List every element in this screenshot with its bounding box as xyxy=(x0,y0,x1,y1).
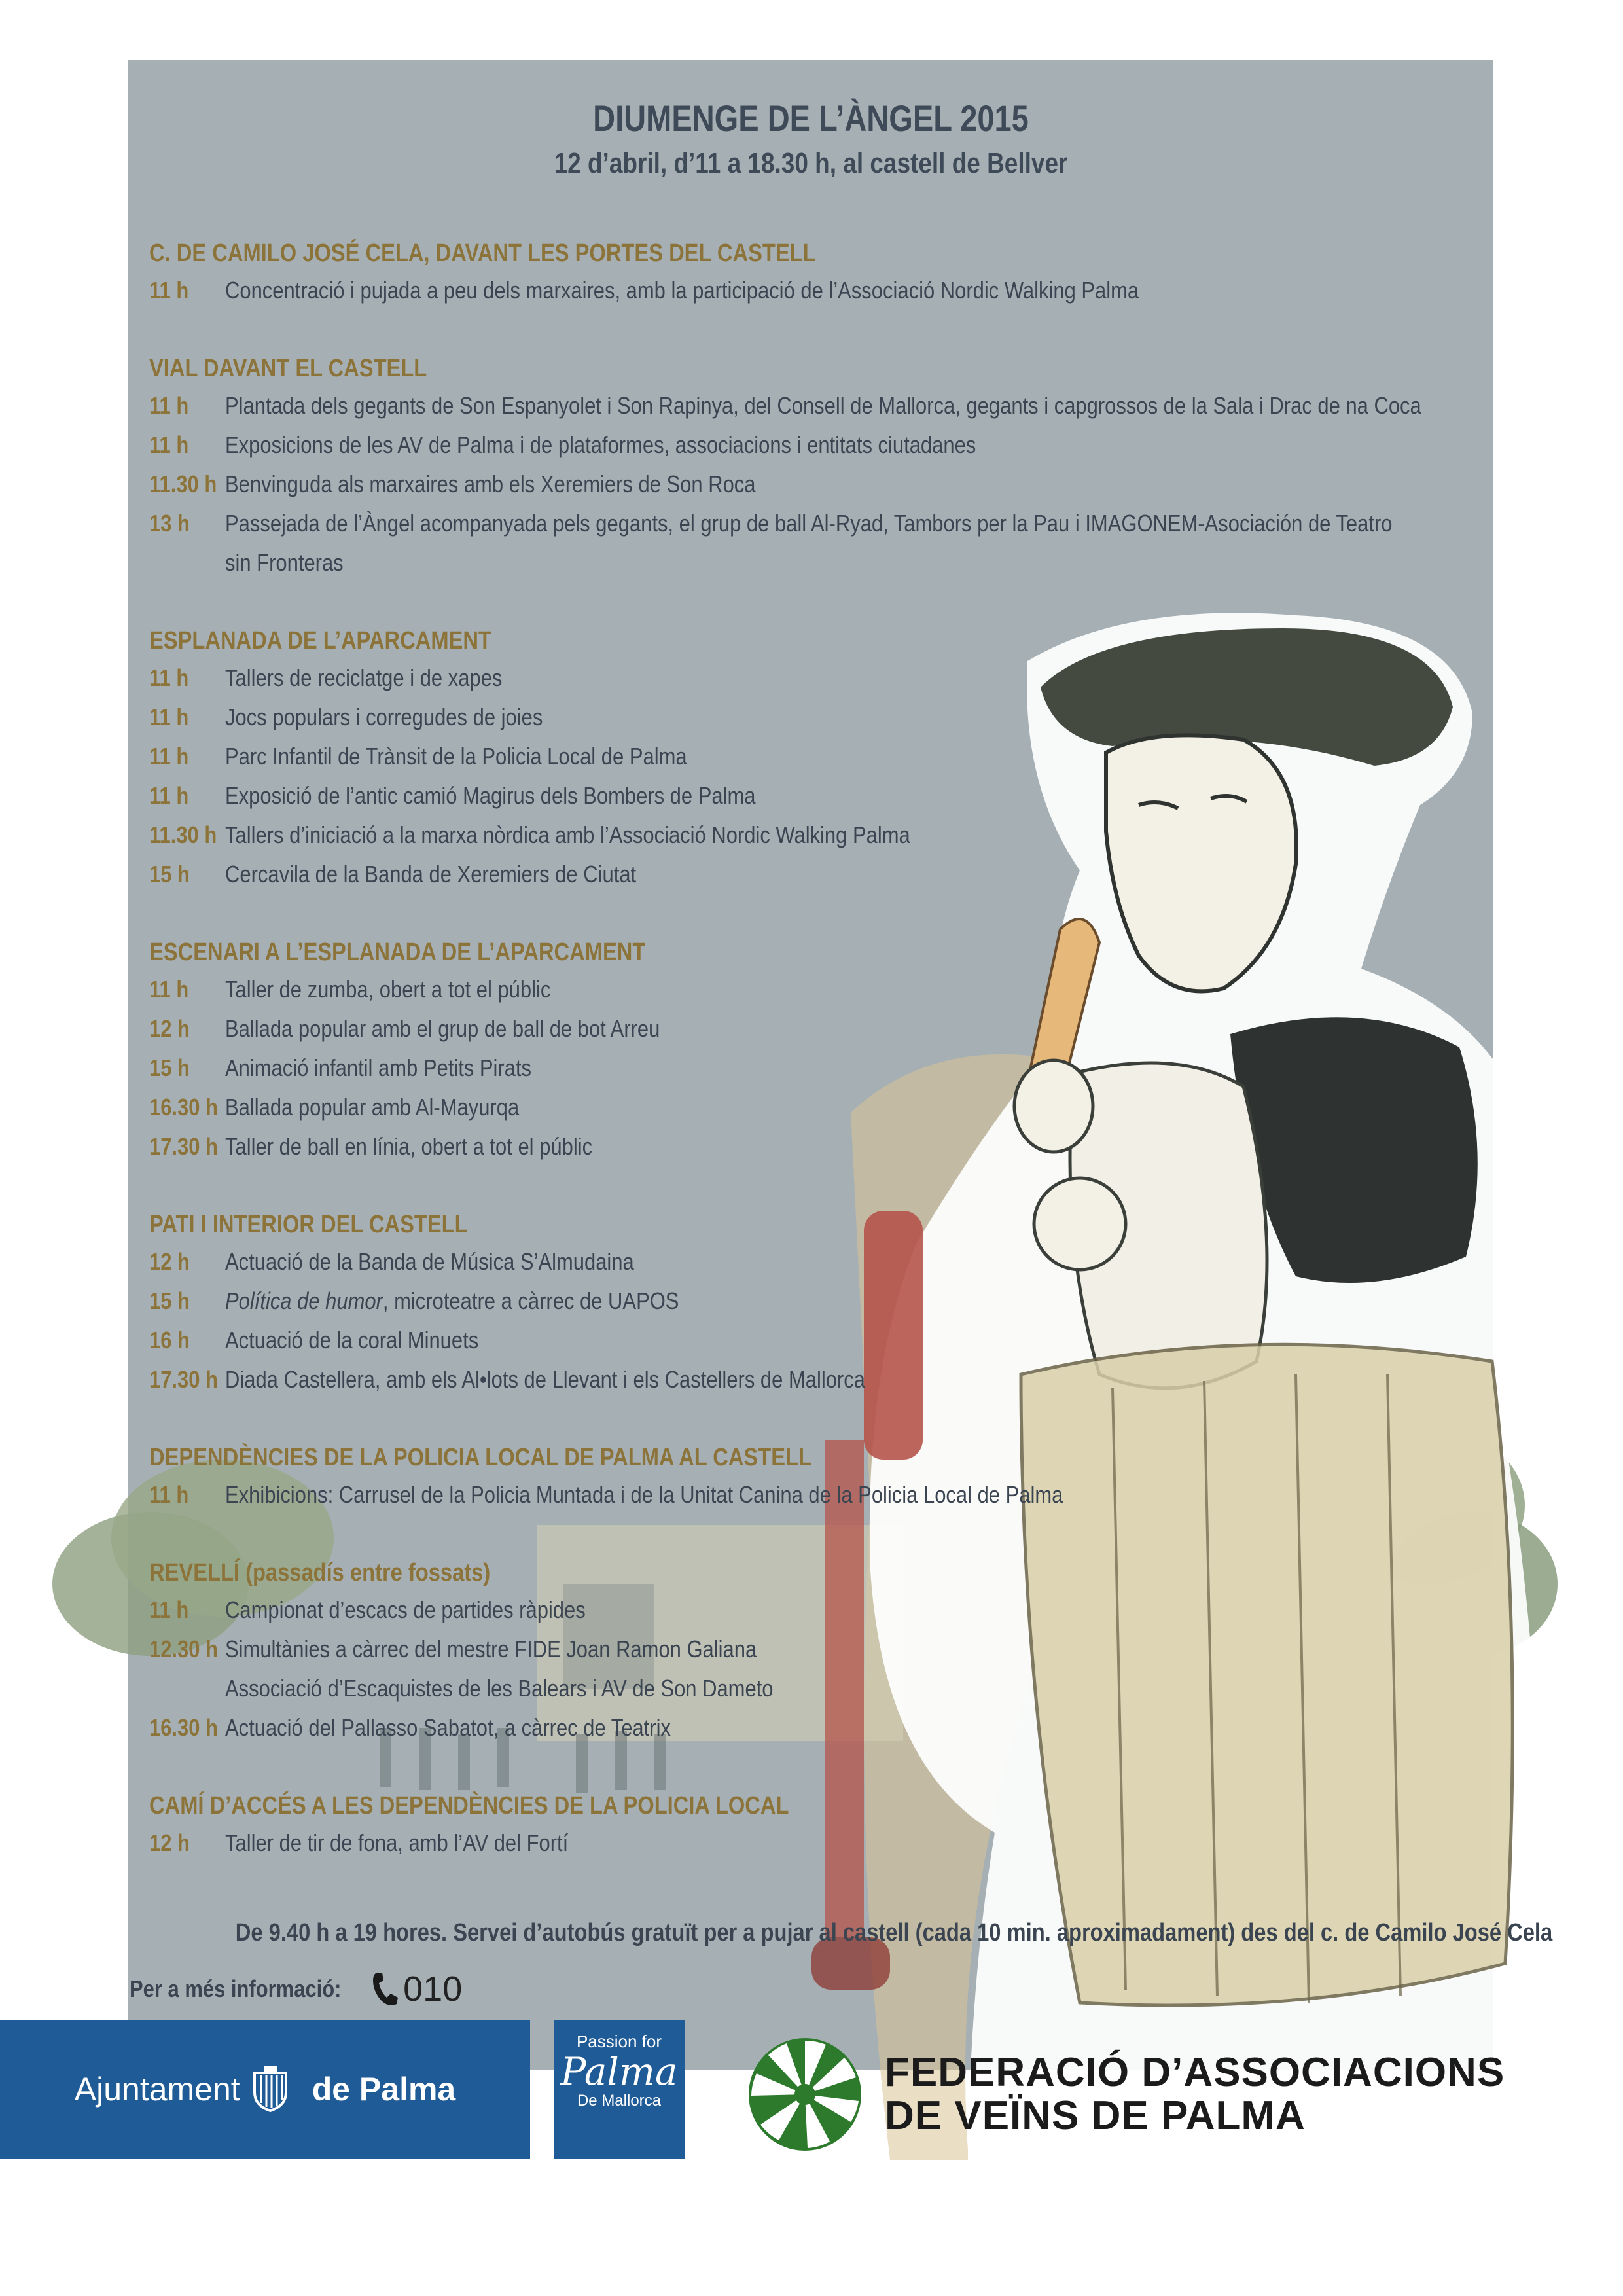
event-row xyxy=(149,1475,1524,1515)
event-row xyxy=(149,1590,1524,1630)
section xyxy=(149,1440,1524,1515)
event-row xyxy=(149,504,1524,543)
event-row xyxy=(149,970,1524,1009)
event-description: Ballada popular amb el grup de ball de bot Arreu xyxy=(225,1015,660,1042)
event-row xyxy=(149,698,1524,737)
event-time: 17.30 h xyxy=(149,1366,219,1393)
phone-icon xyxy=(369,1970,399,2008)
event-time: 11 h xyxy=(149,976,189,1003)
more-info xyxy=(130,1969,462,2009)
section xyxy=(149,623,1524,894)
event-description: Exposicions de les AV de Palma i de plataformes, associacions i entitats ciutadanes xyxy=(225,431,976,458)
event-row-continuation xyxy=(149,543,1524,583)
event-row xyxy=(149,425,1524,465)
event-time: 12.30 h xyxy=(149,1636,219,1662)
event-row xyxy=(149,1242,1524,1282)
event-time: 16 h xyxy=(149,1327,190,1354)
event-row xyxy=(149,1282,1524,1321)
event-time: 11.30 h xyxy=(149,471,217,497)
event-description: Simultànies a càrrec del mestre FIDE Joan Ramon Galiana xyxy=(225,1636,757,1662)
ajuntament-text: Ajuntament xyxy=(74,2071,240,2108)
event-row xyxy=(149,855,1524,894)
passion-line-1: Passion for xyxy=(576,2032,662,2051)
federacio-logo xyxy=(746,2036,1505,2153)
event-time: 11 h xyxy=(149,431,189,458)
event-description: Campionat d’escacs de partides ràpides xyxy=(225,1596,586,1623)
section xyxy=(149,1555,1524,1748)
page-title: DIUMENGE DE L’ÀNGEL 2015 xyxy=(593,98,1029,139)
section xyxy=(149,1788,1524,1863)
section xyxy=(149,935,1524,1166)
event-time: 15 h xyxy=(149,1054,190,1081)
event-row xyxy=(149,1127,1524,1166)
event-time: 15 h xyxy=(149,861,190,888)
event-description: Concentració i pujada a peu dels marxaires, amb la participació de l’Associació Nordic Walking Palma xyxy=(225,277,1139,304)
event-description: Passejada de l’Àngel acompanyada pels gegants, el grup de ball Al-Ryad, Tambors per la Pau i IMAGONEM-Asociación de Teatro xyxy=(225,510,1393,537)
event-row xyxy=(149,1088,1524,1127)
phone-number: 010 xyxy=(403,1969,463,2009)
event-row xyxy=(149,1630,1524,1669)
event-description: Actuació de la coral Minuets xyxy=(225,1327,479,1354)
event-row xyxy=(149,465,1524,504)
ajuntament-city: de Palma xyxy=(312,2071,456,2108)
event-description: Jocs populars i corregudes de joies xyxy=(225,704,543,730)
event-description: Ballada popular amb Al-Mayurqa xyxy=(225,1094,520,1121)
event-description: Parc Infantil de Trànsit de la Policia Local de Palma xyxy=(225,743,687,770)
event-row xyxy=(149,1009,1524,1049)
event-row xyxy=(149,386,1524,425)
program-schedule xyxy=(149,236,1524,1903)
event-row xyxy=(149,776,1524,816)
bus-service-text: De 9.40 h a 19 hores. Servei d’autobús gratuït per a pujar al castell (cada 10 min. aproximadament) des del c. de Camilo José Cela xyxy=(235,1919,1553,1946)
event-description: Benvinguda als marxaires amb els Xeremiers de Son Roca xyxy=(225,471,756,497)
event-time: 16.30 h xyxy=(149,1714,219,1741)
event-row xyxy=(149,1360,1524,1399)
section xyxy=(149,351,1524,583)
event-time: 11 h xyxy=(149,704,189,730)
event-time: 13 h xyxy=(149,510,190,537)
federacio-line-2: DE VEÏNS DE PALMA xyxy=(885,2093,1306,2138)
event-row xyxy=(149,1049,1524,1088)
event-description xyxy=(225,1282,1342,1321)
phone-contact[interactable] xyxy=(369,1969,462,2009)
event-time: 16.30 h xyxy=(149,1094,219,1121)
event-row-continuation xyxy=(149,1669,1524,1708)
palma-shield-icon xyxy=(252,2066,289,2112)
ajuntament-logo xyxy=(0,2020,530,2159)
passion-for-palma-logo xyxy=(554,2020,685,2159)
section-title: ESCENARI A L’ESPLANADA DE L’APARCAMENT xyxy=(149,939,646,966)
event-description: Animació infantil amb Petits Pirats xyxy=(225,1054,532,1081)
event-description: Tallers de reciclatge i de xapes xyxy=(225,664,503,691)
event-description-continuation: sin Fronteras xyxy=(225,549,344,576)
event-time: 15 h xyxy=(149,1287,190,1314)
event-row xyxy=(149,1321,1524,1360)
event-row xyxy=(149,658,1524,698)
bus-service-note xyxy=(128,1919,1553,1947)
event-description: Exhibicions: Carrusel de la Policia Muntada i de la Unitat Canina de la Policia Local de Palma xyxy=(225,1481,1063,1508)
event-time: 11 h xyxy=(149,664,189,691)
section-title: C. DE CAMILO JOSÉ CELA, DAVANT LES PORTES DEL CASTELL xyxy=(149,240,816,267)
event-description-continuation: Associació d’Escaquistes de les Balears i AV de Son Dameto xyxy=(225,1675,774,1702)
event-time: 12 h xyxy=(149,1248,190,1275)
event-time: 11 h xyxy=(149,743,189,770)
event-description-rest: , microteatre a càrrec de UAPOS xyxy=(382,1287,679,1314)
section-title: DEPENDÈNCIES DE LA POLICIA LOCAL DE PALMA AL CASTELL xyxy=(149,1444,812,1471)
event-description: Cercavila de la Banda de Xeremiers de Ciutat xyxy=(225,861,637,888)
section-title: CAMÍ D’ACCÉS A LES DEPENDÈNCIES DE LA POLICIA LOCAL xyxy=(149,1792,789,1820)
event-description: Taller de zumba, obert a tot el públic xyxy=(225,976,551,1003)
federacio-name xyxy=(885,2051,1505,2138)
event-row xyxy=(149,1823,1524,1863)
event-time: 11 h xyxy=(149,782,189,809)
event-row xyxy=(149,737,1524,776)
event-description: Exposició de l’antic camió Magirus dels Bombers de Palma xyxy=(225,782,756,809)
section xyxy=(149,236,1524,310)
event-description: Tallers d’iniciació a la marxa nòrdica amb l’Associació Nordic Walking Palma xyxy=(225,821,910,848)
event-time: 11 h xyxy=(149,277,189,304)
section xyxy=(149,1207,1524,1399)
federacio-emblem-icon xyxy=(746,2036,864,2153)
event-description: Diada Castellera, amb els Al•lots de Llevant i els Castellers de Mallorca xyxy=(225,1366,865,1393)
event-description: Actuació de la Banda de Música S’Almudaina xyxy=(225,1248,634,1275)
event-time: 11.30 h xyxy=(149,821,217,848)
federacio-line-1: FEDERACIÓ D’ASSOCIACIONS xyxy=(885,2050,1505,2095)
event-description-italic: Política de humor xyxy=(225,1287,383,1314)
event-time: 11 h xyxy=(149,1481,189,1508)
event-description: Taller de ball en línia, obert a tot el públic xyxy=(225,1133,593,1160)
more-info-label: Per a més informació: xyxy=(130,1975,342,2002)
event-time: 12 h xyxy=(149,1015,190,1042)
section-title: VIAL DAVANT EL CASTELL xyxy=(149,355,427,382)
event-time: 17.30 h xyxy=(149,1133,219,1160)
section-title: PATI I INTERIOR DEL CASTELL xyxy=(149,1211,468,1238)
event-time: 12 h xyxy=(149,1829,190,1856)
event-row xyxy=(149,816,1524,855)
event-description: Actuació del Pallasso Sabatot, a càrrec de Teatrix xyxy=(225,1714,671,1741)
event-description: Plantada dels gegants de Son Espanyolet i Son Rapinya, del Consell de Mallorca, gegants i capgrossos de la Sala i Drac de na Coca xyxy=(225,392,1421,419)
passion-line-3: De Mallorca xyxy=(577,2092,662,2109)
section-title: ESPLANADA DE L’APARCAMENT xyxy=(149,627,491,655)
page-subtitle: 12 d’abril, d’11 a 18.30 h, al castell de Bellver xyxy=(554,147,1068,179)
event-description: Taller de tir de fona, amb l’AV del Fortí xyxy=(225,1829,569,1856)
event-row xyxy=(149,271,1524,310)
header xyxy=(128,97,1493,180)
section-title: REVELLÍ (passadís entre fossats) xyxy=(149,1559,491,1587)
event-time: 11 h xyxy=(149,392,189,419)
passion-line-2: Palma xyxy=(560,2049,678,2094)
event-time: 11 h xyxy=(149,1596,189,1623)
event-row xyxy=(149,1708,1524,1748)
